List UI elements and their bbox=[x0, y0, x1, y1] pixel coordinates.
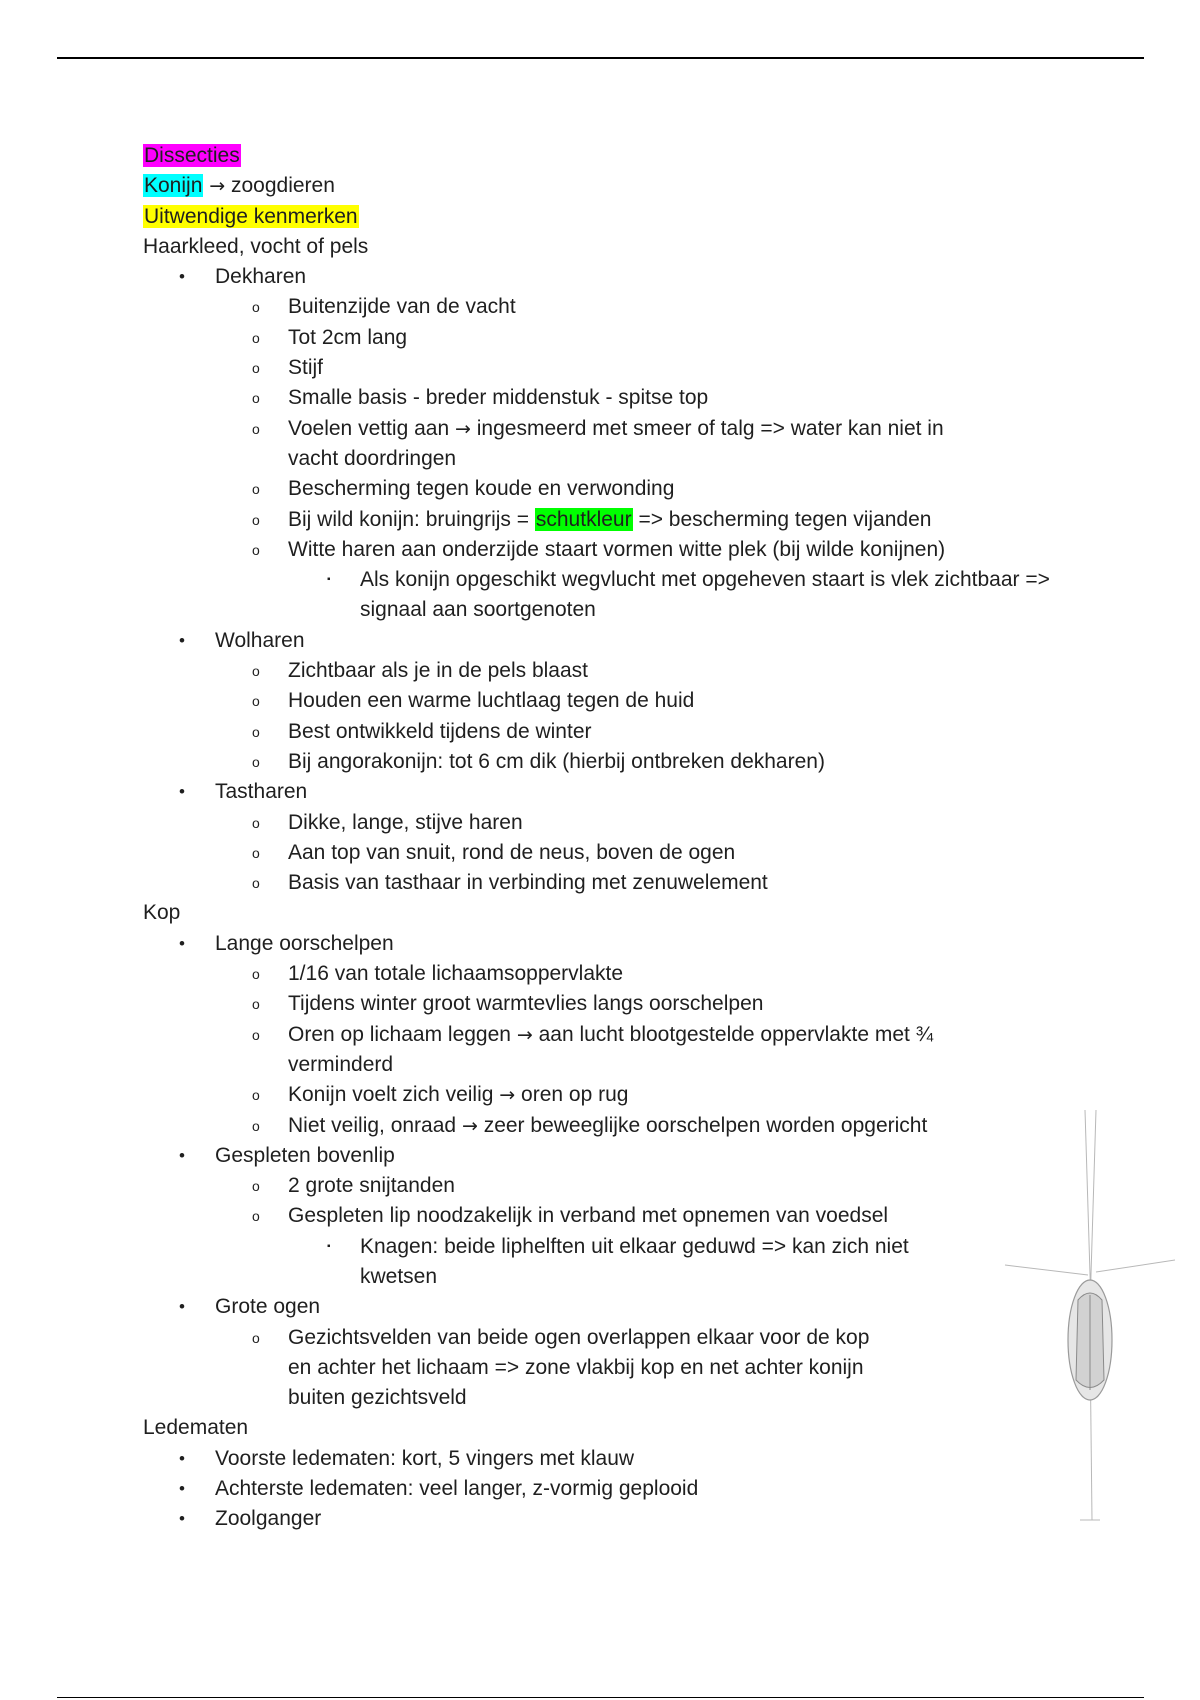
circle-bullet-icon: o bbox=[252, 723, 260, 740]
circle-bullet-icon: o bbox=[252, 663, 260, 680]
list-item bbox=[143, 414, 988, 475]
item-text: aan lucht blootgestelde oppervlakte met ¾ verminderd bbox=[288, 1022, 934, 1076]
kop-list bbox=[143, 929, 1073, 1414]
item-text: Witte haren aan onderzijde staart vormen witte plek (bij wilde konijnen) bbox=[288, 537, 946, 561]
circle-bullet-icon: o bbox=[252, 329, 260, 346]
circle-bullet-icon: o bbox=[252, 511, 260, 528]
list-item bbox=[143, 1141, 1073, 1171]
list-item bbox=[143, 1504, 1073, 1534]
list-item bbox=[143, 1171, 1073, 1201]
item-text: Tijdens winter groot warmtevlies langs oorschelpen bbox=[288, 992, 764, 1016]
subject-class: zoogdieren bbox=[231, 174, 335, 198]
list-item bbox=[143, 1323, 888, 1414]
highlight-green: schutkleur bbox=[535, 507, 632, 531]
list-item bbox=[143, 959, 1073, 989]
list-item bbox=[143, 383, 1073, 413]
circle-bullet-icon: o bbox=[252, 996, 260, 1013]
bullet-icon: • bbox=[179, 1145, 185, 1165]
list-item bbox=[143, 292, 1073, 322]
list-item bbox=[143, 838, 1073, 868]
item-text: Tastharen bbox=[215, 780, 308, 804]
item-text: Voelen vettig aan bbox=[288, 416, 450, 440]
title-line bbox=[143, 141, 1073, 171]
circle-bullet-icon: o bbox=[252, 481, 260, 498]
item-text: oren op rug bbox=[521, 1083, 629, 1107]
circle-bullet-icon: o bbox=[252, 1208, 260, 1225]
item-text: 1/16 van totale lichaamsoppervlakte bbox=[288, 962, 624, 986]
item-text: Wolharen bbox=[215, 628, 305, 652]
item-text: Aan top van snuit, rond de neus, boven de ogen bbox=[288, 840, 736, 864]
list-item bbox=[143, 747, 1073, 777]
circle-bullet-icon: o bbox=[252, 420, 260, 437]
list-item bbox=[143, 717, 1073, 747]
bullet-icon: • bbox=[179, 1297, 185, 1317]
item-text: Basis van tasthaar in verbinding met zenuwelement bbox=[288, 871, 768, 895]
list-item bbox=[143, 1474, 1073, 1504]
arrow-icon: → bbox=[209, 175, 226, 198]
circle-bullet-icon: o bbox=[252, 966, 260, 983]
footer-rule bbox=[57, 1697, 1144, 1698]
list-item bbox=[143, 505, 1073, 535]
item-text: Smalle basis - breder middenstuk - spitse top bbox=[288, 386, 709, 410]
item-text: Dikke, lange, stijve haren bbox=[288, 810, 523, 834]
list-item bbox=[143, 474, 1073, 504]
item-text: Bij angorakonijn: tot 6 cm dik (hierbij ontbreken dekharen) bbox=[288, 749, 825, 773]
item-text: Niet veilig, onraad bbox=[288, 1113, 457, 1137]
circle-bullet-icon: o bbox=[252, 390, 260, 407]
list-item bbox=[143, 1111, 1073, 1141]
bullet-icon: • bbox=[179, 933, 185, 953]
item-text: Als konijn opgeschikt wegvlucht met opgeheven staart is vlek zichtbaar => signaal aan soortgenoten bbox=[360, 568, 1050, 622]
arrow-icon: → bbox=[516, 1023, 533, 1046]
list-item bbox=[143, 323, 1073, 353]
skeleton-body bbox=[1068, 1280, 1112, 1400]
bullet-icon: • bbox=[179, 1448, 185, 1468]
item-text: Lange oorschelpen bbox=[215, 931, 394, 955]
list-item bbox=[143, 1444, 1073, 1474]
item-text: Gespleten lip noodzakelijk in verband met opnemen van voedsel bbox=[288, 1204, 889, 1228]
bullet-icon: • bbox=[179, 267, 185, 287]
circle-bullet-icon: o bbox=[252, 753, 260, 770]
list-item bbox=[143, 1201, 1073, 1231]
ledematen-heading: Ledematen bbox=[143, 1416, 249, 1440]
item-text: Grote ogen bbox=[215, 1295, 321, 1319]
item-text: ingesmeerd met smeer of talg => water kan niet in vacht doordringen bbox=[288, 416, 944, 470]
highlight-yellow: Uitwendige kenmerken bbox=[144, 204, 358, 228]
circle-bullet-icon: o bbox=[252, 814, 260, 831]
item-text: Gezichtsvelden van beide ogen overlappen elkaar voor de kop en achter het lichaam => zone vlakbij kop en net achter konijn buiten gezichtsveld bbox=[288, 1325, 870, 1410]
circle-bullet-icon: o bbox=[252, 541, 260, 558]
item-text: Gespleten bovenlip bbox=[215, 1143, 395, 1167]
circle-bullet-icon: o bbox=[252, 1087, 260, 1104]
arrow-icon: → bbox=[454, 417, 471, 440]
section-heading-external bbox=[143, 202, 1073, 232]
list-item bbox=[143, 262, 1073, 292]
square-bullet-icon: ▪ bbox=[327, 574, 331, 586]
subject-line bbox=[143, 171, 1073, 201]
circle-bullet-icon: o bbox=[252, 299, 260, 316]
list-item bbox=[143, 626, 1073, 656]
hair-heading: Haarkleed, vocht of pels bbox=[143, 234, 369, 258]
list-item bbox=[143, 929, 1073, 959]
item-text: Buitenzijde van de vacht bbox=[288, 295, 516, 319]
list-item bbox=[143, 1080, 1073, 1110]
header-rule bbox=[57, 57, 1144, 59]
item-text: Zichtbaar als je in de pels blaast bbox=[288, 659, 588, 683]
square-bullet-icon: ▪ bbox=[327, 1240, 331, 1252]
list-item bbox=[143, 686, 1073, 716]
circle-bullet-icon: o bbox=[252, 875, 260, 892]
item-text: Voorste ledematen: kort, 5 vingers met klauw bbox=[215, 1446, 635, 1470]
rabbit-skeleton-image bbox=[1000, 1090, 1180, 1550]
ledematen-list bbox=[143, 1444, 1073, 1535]
list-item bbox=[143, 565, 1070, 626]
item-text: Bij wild konijn: bruingrijs = bbox=[288, 507, 530, 531]
circle-bullet-icon: o bbox=[252, 1117, 260, 1134]
list-item bbox=[143, 868, 1073, 898]
item-text: Bescherming tegen koude en verwonding bbox=[288, 477, 675, 501]
list-item bbox=[143, 808, 1073, 838]
circle-bullet-icon: o bbox=[252, 844, 260, 861]
list-item bbox=[143, 1232, 930, 1293]
item-text: Oren op lichaam leggen bbox=[288, 1022, 511, 1046]
list-item bbox=[143, 353, 1073, 383]
bullet-icon: • bbox=[179, 630, 185, 650]
item-text: zeer beweeglijke oorschelpen worden opgericht bbox=[483, 1113, 928, 1137]
circle-bullet-icon: o bbox=[252, 693, 260, 710]
document-body bbox=[143, 141, 1073, 1535]
circle-bullet-icon: o bbox=[252, 1178, 260, 1195]
list-item bbox=[143, 1020, 958, 1081]
list-item bbox=[143, 989, 1073, 1019]
item-text: Zoolganger bbox=[215, 1507, 322, 1531]
item-text: Tot 2cm lang bbox=[288, 325, 408, 349]
bullet-icon: • bbox=[179, 1479, 185, 1499]
circle-bullet-icon: o bbox=[252, 1329, 260, 1346]
item-text: Best ontwikkeld tijdens de winter bbox=[288, 719, 592, 743]
highlight-magenta: Dissecties bbox=[144, 144, 240, 167]
highlight-cyan: Konijn bbox=[144, 174, 203, 198]
list-item bbox=[143, 656, 1073, 686]
hair-list bbox=[143, 262, 1073, 898]
item-text: Achterste ledematen: veel langer, z-vormig geplooid bbox=[215, 1477, 699, 1501]
item-text: Stijf bbox=[288, 356, 324, 380]
list-item bbox=[143, 1292, 1073, 1322]
item-text: Knagen: beide liphelften uit elkaar geduwd => kan zich niet kwetsen bbox=[360, 1234, 909, 1288]
kop-heading: Kop bbox=[143, 901, 181, 925]
arrow-icon: → bbox=[461, 1114, 478, 1137]
bullet-icon: • bbox=[179, 1509, 185, 1529]
arrow-icon: → bbox=[499, 1084, 516, 1107]
item-text: Houden een warme luchtlaag tegen de huid bbox=[288, 689, 695, 713]
list-item bbox=[143, 777, 1073, 807]
circle-bullet-icon: o bbox=[252, 360, 260, 377]
item-text: Dekharen bbox=[215, 265, 307, 289]
list-item bbox=[143, 535, 1073, 565]
circle-bullet-icon: o bbox=[252, 1026, 260, 1043]
bullet-icon: • bbox=[179, 782, 185, 802]
item-text: 2 grote snijtanden bbox=[288, 1174, 455, 1198]
item-text: => bescherming tegen vijanden bbox=[638, 507, 932, 531]
item-text: Konijn voelt zich veilig bbox=[288, 1083, 494, 1107]
